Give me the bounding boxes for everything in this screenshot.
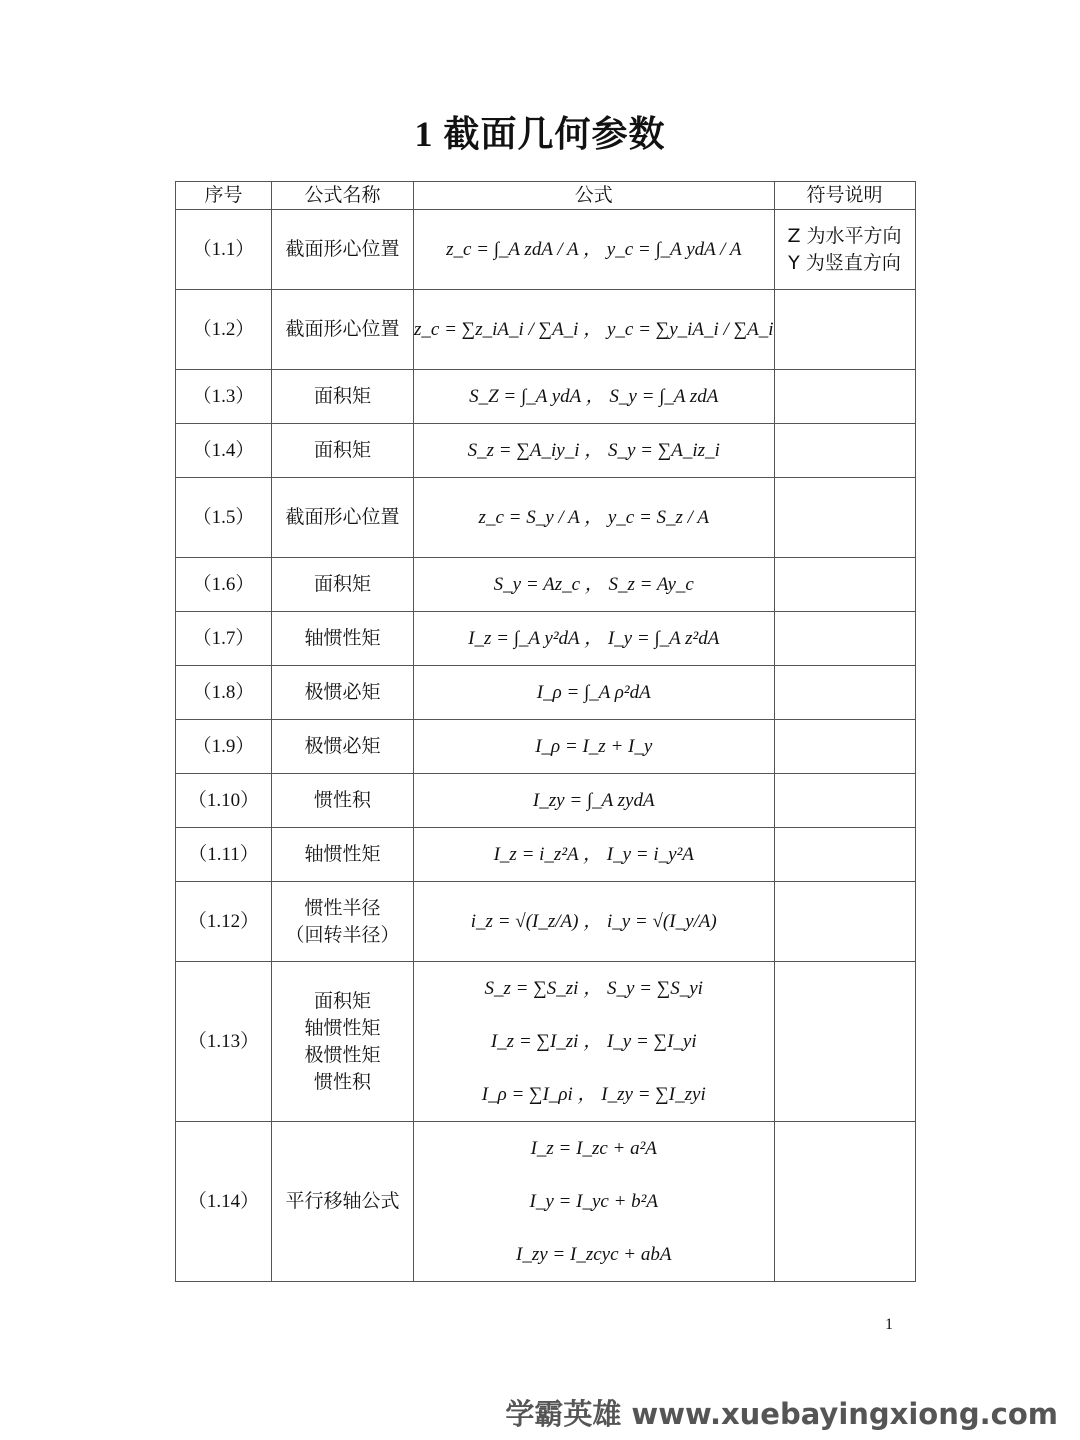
watermark: 学霸英雄 www.xuebayingxiong.com xyxy=(505,1397,1058,1431)
formula-cell xyxy=(414,774,775,828)
page-number: 1 xyxy=(885,1316,893,1333)
table-row xyxy=(176,478,916,558)
formula-cell xyxy=(414,612,775,666)
formula-expression: i_z = √(I_z/A) ， i_y = √(I_y/A) xyxy=(470,910,717,932)
table-row xyxy=(176,962,916,1122)
formula-index: （1.11） xyxy=(176,828,272,882)
formula-cell xyxy=(414,882,775,962)
formula-expression: I_z = I_zc + a²A xyxy=(530,1138,657,1159)
formula-expression: I_z = ∫_A y²dA ， I_y = ∫_A z²dA xyxy=(468,627,720,649)
formula-name: 轴惯性矩 xyxy=(272,828,414,882)
formula-expression: I_z = ∑I_zi ， I_y = ∑I_yi xyxy=(490,1031,697,1052)
table-row xyxy=(176,370,916,424)
formula-index: （1.7） xyxy=(176,612,272,666)
formula-expression: I_ρ = ∫_A ρ²dA xyxy=(536,681,651,703)
formula-cell xyxy=(414,478,775,558)
formula-cell xyxy=(414,210,775,290)
formula-table xyxy=(175,181,916,1282)
formula-index: （1.14） xyxy=(176,1122,272,1282)
formula-expression: S_y = Az_c ， S_z = Ay_c xyxy=(493,573,694,595)
table-header-row xyxy=(176,182,916,210)
formula-name: 惯性积 xyxy=(272,774,414,828)
title-number: 1 xyxy=(414,114,434,154)
header-formula: 公式 xyxy=(414,182,775,210)
table-row xyxy=(176,290,916,370)
formula-expression: S_z = ∑A_iy_i ， S_y = ∑A_iz_i xyxy=(467,439,720,461)
header-index: 序号 xyxy=(176,182,272,210)
symbol-note xyxy=(774,1122,915,1282)
formula-name: 惯性半径 （回转半径） xyxy=(272,882,414,962)
symbol-note xyxy=(774,424,915,478)
symbol-note xyxy=(774,558,915,612)
header-notes: 符号说明 xyxy=(774,182,915,210)
formula-cell xyxy=(414,424,775,478)
formula-index: （1.10） xyxy=(176,774,272,828)
formula-index: （1.5） xyxy=(176,478,272,558)
formula-expression: z_c = ∑z_iA_i / ∑A_i ， y_c = ∑y_iA_i / ∑A_i xyxy=(414,318,774,340)
symbol-note xyxy=(774,774,915,828)
symbol-note xyxy=(774,882,915,962)
table-row xyxy=(176,774,916,828)
formula-index: （1.3） xyxy=(176,370,272,424)
formula-index: （1.1） xyxy=(176,210,272,290)
formula-name: 面积矩 xyxy=(272,424,414,478)
formula-cell xyxy=(414,290,775,370)
formula-expression: S_Z = ∫_A ydA ， S_y = ∫_A zdA xyxy=(469,385,719,407)
formula-name: 面积矩 轴惯性矩 极惯性矩 惯性积 xyxy=(272,962,414,1122)
formula-cell xyxy=(414,720,775,774)
formula-name: 轴惯性矩 xyxy=(272,612,414,666)
formula-cell xyxy=(414,666,775,720)
formula-index: （1.12） xyxy=(176,882,272,962)
formula-name: 截面形心位置 xyxy=(272,478,414,558)
formula-name: 截面形心位置 xyxy=(272,210,414,290)
symbol-note xyxy=(774,828,915,882)
formula-index: （1.6） xyxy=(176,558,272,612)
formula-expression: I_z = i_z²A ， I_y = i_y²A xyxy=(493,843,694,865)
formula-name: 平行移轴公式 xyxy=(272,1122,414,1282)
formula-expression: I_zy = I_zcyc + abA xyxy=(516,1244,672,1265)
table-body xyxy=(176,210,916,1282)
formula-cell xyxy=(414,1122,775,1282)
symbol-note xyxy=(774,666,915,720)
formula-cell xyxy=(414,558,775,612)
table-row xyxy=(176,210,916,290)
symbol-note: Z 为水平方向 Y 为竖直方向 xyxy=(774,210,915,290)
formula-expression: I_y = I_yc + b²A xyxy=(529,1191,658,1212)
table-row xyxy=(176,1122,916,1282)
formula-cell xyxy=(414,370,775,424)
symbol-note xyxy=(774,370,915,424)
formula-expression: z_c = S_y / A ， y_c = S_z / A xyxy=(478,506,709,528)
formula-index: （1.13） xyxy=(176,962,272,1122)
symbol-note xyxy=(774,290,915,370)
formula-name: 面积矩 xyxy=(272,558,414,612)
formula-index: （1.8） xyxy=(176,666,272,720)
table-row xyxy=(176,882,916,962)
formula-expression: S_z = ∑S_zi ， S_y = ∑S_yi xyxy=(484,978,703,999)
table-row xyxy=(176,558,916,612)
formula-name: 截面形心位置 xyxy=(272,290,414,370)
formula-name: 极惯必矩 xyxy=(272,666,414,720)
symbol-note xyxy=(774,962,915,1122)
formula-cell xyxy=(414,828,775,882)
table-row xyxy=(176,666,916,720)
table-row xyxy=(176,720,916,774)
formula-index: （1.9） xyxy=(176,720,272,774)
formula-cell xyxy=(414,962,775,1122)
formula-name: 极惯必矩 xyxy=(272,720,414,774)
table-row xyxy=(176,424,916,478)
formula-expression: I_ρ = I_z + I_y xyxy=(535,735,653,757)
formula-index: （1.2） xyxy=(176,290,272,370)
page-title xyxy=(0,106,1080,157)
title-text: 截面几何参数 xyxy=(443,114,666,155)
header-name: 公式名称 xyxy=(272,182,414,210)
formula-expression: I_zy = ∫_A zydA xyxy=(532,789,655,811)
symbol-note xyxy=(774,612,915,666)
formula-index: （1.4） xyxy=(176,424,272,478)
formula-name: 面积矩 xyxy=(272,370,414,424)
symbol-note xyxy=(774,720,915,774)
table-row xyxy=(176,612,916,666)
table-row xyxy=(176,828,916,882)
symbol-note xyxy=(774,478,915,558)
formula-expression: z_c = ∫_A zdA / A ， y_c = ∫_A ydA / A xyxy=(446,238,742,260)
formula-expression: I_ρ = ∑I_ρi ， I_zy = ∑I_zyi xyxy=(481,1084,706,1105)
